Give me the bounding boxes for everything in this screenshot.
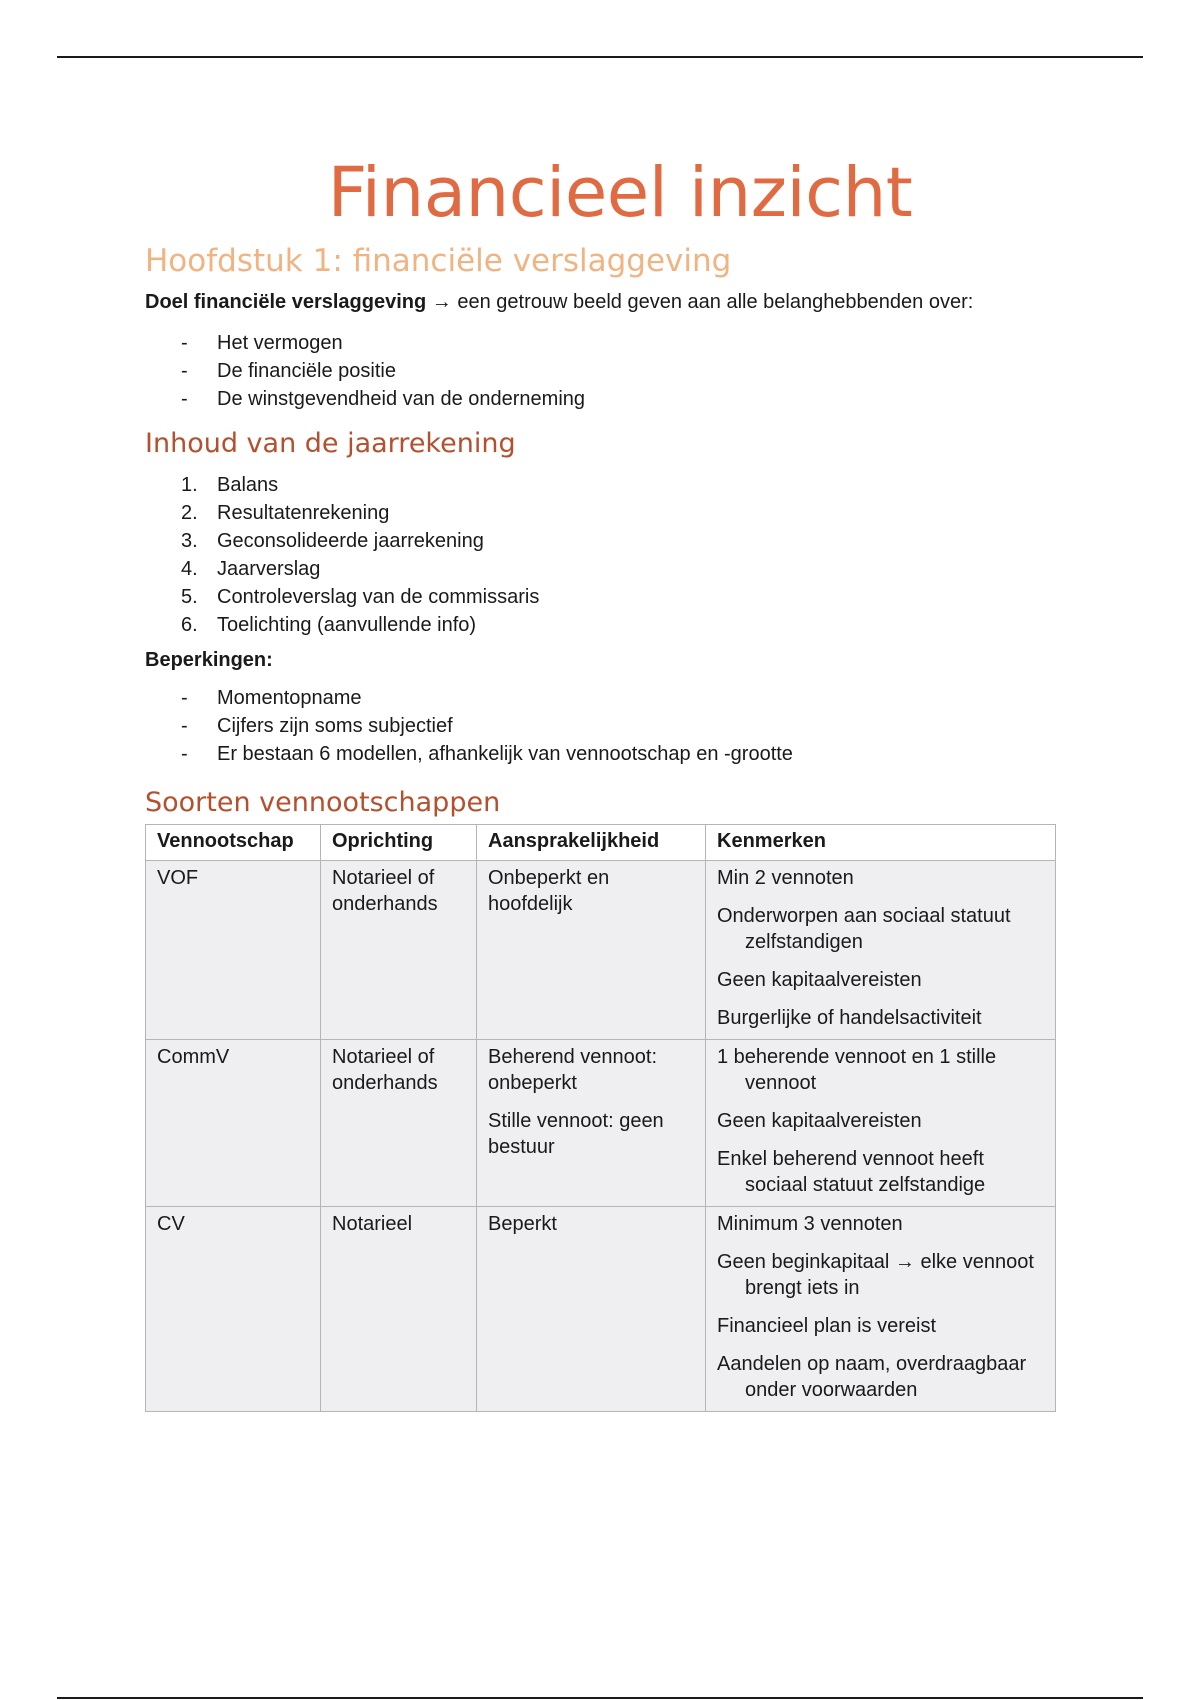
dash-bullet: - — [181, 715, 188, 737]
cell-company: CommV — [146, 1040, 321, 1207]
list-item: - Cijfers zijn soms subjectief — [145, 712, 1075, 740]
cell-company: CV — [146, 1207, 321, 1412]
table-row — [146, 861, 1056, 1040]
companies-table — [145, 824, 1056, 1412]
intro-paragraph — [145, 288, 1075, 317]
goals-list — [145, 329, 1075, 413]
section-heading-contents: Inhoud van de jaarrekening — [145, 428, 516, 459]
contents-list — [145, 471, 1075, 639]
list-item: 2. Resultatenrekening — [181, 502, 390, 524]
cell-founding: Notarieel — [321, 1207, 477, 1412]
list-item: - Het vermogen — [145, 329, 1075, 357]
list-item: - Er bestaan 6 modellen, afhankelijk van vennootschap en -grootte — [145, 740, 1075, 768]
section-heading-companies: Soorten vennootschappen — [145, 787, 501, 818]
dash-bullet: - — [181, 743, 188, 765]
cell-founding: Notarieel of onderhands — [321, 1040, 477, 1207]
dash-bullet: - — [181, 388, 188, 410]
list-item: 6. Toelichting (aanvullende info) — [181, 614, 477, 636]
list-item: 4. Jaarverslag — [181, 558, 321, 580]
table-header-row — [146, 825, 1056, 861]
cell-features: Minimum 3 vennoten Geen beginkapitaal → elke vennoot brengt iets in Financieel plan is vereist Aandelen op naam, overdraagbaar onder voorwaarden — [706, 1207, 1056, 1412]
list-item: - Momentopname — [145, 684, 1075, 712]
dash-bullet: - — [181, 332, 188, 354]
table-row — [146, 1040, 1056, 1207]
document-title: Financieel inzicht — [327, 153, 913, 233]
column-header: Oprichting — [321, 825, 477, 861]
intro-text: een getrouw beeld geven aan alle belanghebbenden over: — [451, 291, 974, 313]
table-row — [146, 1207, 1056, 1412]
footer-rule — [57, 1697, 1143, 1699]
dash-bullet: - — [181, 360, 188, 382]
list-item: 5. Controleverslag van de commissaris — [181, 586, 540, 608]
cell-company: VOF — [146, 861, 321, 1040]
cell-liability: Onbeperkt en hoofdelijk — [477, 861, 706, 1040]
list-item: 1. Balans — [181, 474, 279, 496]
cell-features: Min 2 vennoten Onderworpen aan sociaal statuut zelfstandigen Geen kapitaalvereisten Burgerlijke of handelsactiviteit — [706, 861, 1056, 1040]
cell-founding: Notarieel of onderhands — [321, 861, 477, 1040]
dash-bullet: - — [181, 687, 188, 709]
arrow-icon: → — [431, 291, 452, 313]
cell-liability: Beperkt — [477, 1207, 706, 1412]
list-item: - De financiële positie — [145, 357, 1075, 385]
column-header: Aansprakelijkheid — [477, 825, 706, 861]
limitations-label: Beperkingen: — [145, 649, 273, 671]
cell-features: 1 beherende vennoot en 1 stille vennoot Geen kapitaalvereisten Enkel beherend vennoot heeft sociaal statuut zelfstandige — [706, 1040, 1056, 1207]
cell-liability: Beherend vennoot: onbeperkt Stille vennoot: geen bestuur — [477, 1040, 706, 1207]
list-item: 3. Geconsolideerde jaarrekening — [181, 530, 484, 552]
intro-bold: Doel financiële verslaggeving — [145, 291, 427, 313]
chapter-heading: Hoofdstuk 1: financiële verslaggeving — [145, 243, 732, 279]
header-rule — [57, 56, 1143, 58]
document-page — [145, 150, 1075, 1412]
column-header: Kenmerken — [706, 825, 1056, 861]
list-item: - De winstgevendheid van de onderneming — [145, 385, 1075, 413]
limitations-list — [145, 684, 1075, 768]
column-header: Vennootschap — [146, 825, 321, 861]
